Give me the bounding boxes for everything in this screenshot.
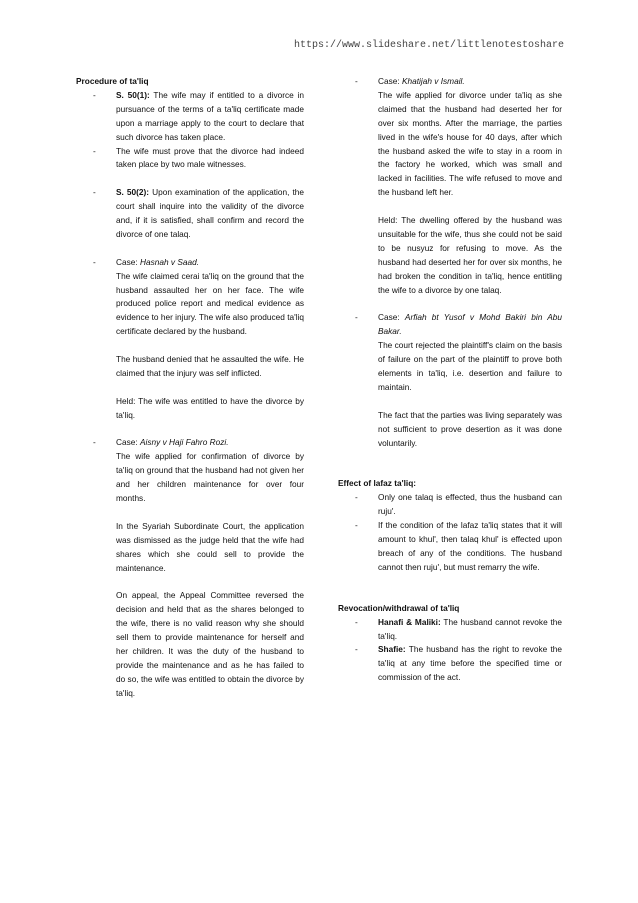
case-prefix: Case: [116,256,140,267]
case-paragraph: On appeal, the Appeal Committee reversed the decision and held that as the shares belonged to the wife, there is no valid reason why she should sell them to provide maintenance for herself and her children. It was the duty of the husband to provide the maintenance and as he has failed to do so, the wife was entitled to obtain the divorce by ta'liq. [116,590,304,698]
heading-procedure: Procedure of ta'liq [76,76,149,86]
case-prefix: Case: [116,437,140,448]
school-name: Shafie: [378,644,406,655]
case-list [338,75,562,450]
page-url: https://www.slideshare.net/littlenotestoshare [293,40,564,51]
section-ref: S. 50(2): [116,187,150,198]
case-held: Held: The wife was entitled to have the divorce by ta'liq. [116,395,304,420]
list-item-s50-2 [76,186,304,242]
school-name: Hanafi & Maliki: [378,616,441,627]
list-item-s50-1 [76,89,304,145]
case-name: Hasnah v Saad. [139,256,200,267]
case-prefix: Case: [378,76,402,86]
section-text: Upon examination of the application, the court shall inquire into the validity of the divorce and, if it is satisfied, shall confirm and record the divorce of one talaq. [116,187,304,239]
list-item-case-hasnah [76,256,304,423]
right-column [338,75,562,685]
case-paragraph: The wife applied for confirmation of divorce by ta'liq on ground that the husband had not given her and her children maintenance for over four months. [116,451,304,504]
proof-text: - The wife must prove that the divorce had indeed taken place by two male witnesses. [116,145,304,170]
section-text: The wife may if entitled to a divorce in pursuance of the terms of a ta'liq certificate made upon a marriage apply to the court to declare that such divorce has taken place. [116,89,305,142]
list-item-hanafi [338,616,562,644]
school-text: The husband has the right to revoke the ta'liq at any time before the specified time or commission of the act. [378,644,562,683]
case-prefix: Case: [378,312,405,323]
revocation-list [338,616,562,686]
list-item-case-khatijah [338,75,562,297]
left-column [76,75,304,701]
heading-effect: Effect of lafaz ta'liq: [338,478,417,489]
case-paragraph: The wife claimed cerai ta'liq on the ground that the husband assaulted her on her face. The wife produced police report and medical evidence as evidence to her injury. The wife also produced ta'liq certificate declared by the husband. [116,270,304,337]
case-paragraph: The fact that the parties was living separately was not sufficient to prove desertion as it was done voluntarily. [378,409,562,448]
list-item-effect: - Only one talaq is effected, thus the husband can ruju'. [338,491,562,519]
procedure-list [76,89,304,701]
list-item-case-arfiah [338,311,562,450]
case-paragraph: The wife applied for divorce under ta'liq as she claimed that the husband had deserted her for over six months. After the marriage, the parties lived in the wife's house for 40 days, after which the husband asked the wife to stay in a room in the factory he worked, which was small and lacked in facilities. The wife refused to move and the husband left her. [378,89,562,198]
effect-list [338,491,562,574]
list-item-effect: - If the condition of the lafaz ta'liq states that it will amount to khul', then talaq khul' is effected upon breach of any of the conditions. The husband cannot then ruju', but must remarry the wife. [338,519,562,575]
case-paragraph: In the Syariah Subordinate Court, the application was dismissed as the judge held that the wife had shares which she could sell to provide the maintenance. [116,520,304,573]
list-item-case-aisny [76,436,304,700]
case-name: Khatijah v Ismail. [401,76,465,86]
section-ref: S. 50(1): [116,89,150,100]
list-item-shafie [338,643,562,685]
case-name: Arfiah bt Yusof v Mohd Bakiri bin Abu Bakar. [378,312,562,337]
school-text: The husband cannot revoke the ta'liq. [378,616,563,641]
case-paragraph: The husband denied that he assaulted the wife. He claimed that the injury was self inflicted. [116,354,304,378]
case-name: Aisny v Haji Fahro Rozi. [139,437,229,448]
heading-revocation: Revocation/withdrawal of ta'liq [338,602,460,613]
case-held: Held: The dwelling offered by the husband was unsuitable for the wife, thus she could not be said to be nusyuz for refusing to move. As the husband had deserted her for over six months, he had broken the condition in ta'liq, hence entitling the wife to a divorce by one talaq. [378,215,562,295]
list-item-proof [76,145,304,173]
case-paragraph: The court rejected the plaintiff's claim on the basis of failure on the part of the plaintiff to prove both elements in ta'liq, i.e. desertion and failure to maintain. [378,340,562,392]
